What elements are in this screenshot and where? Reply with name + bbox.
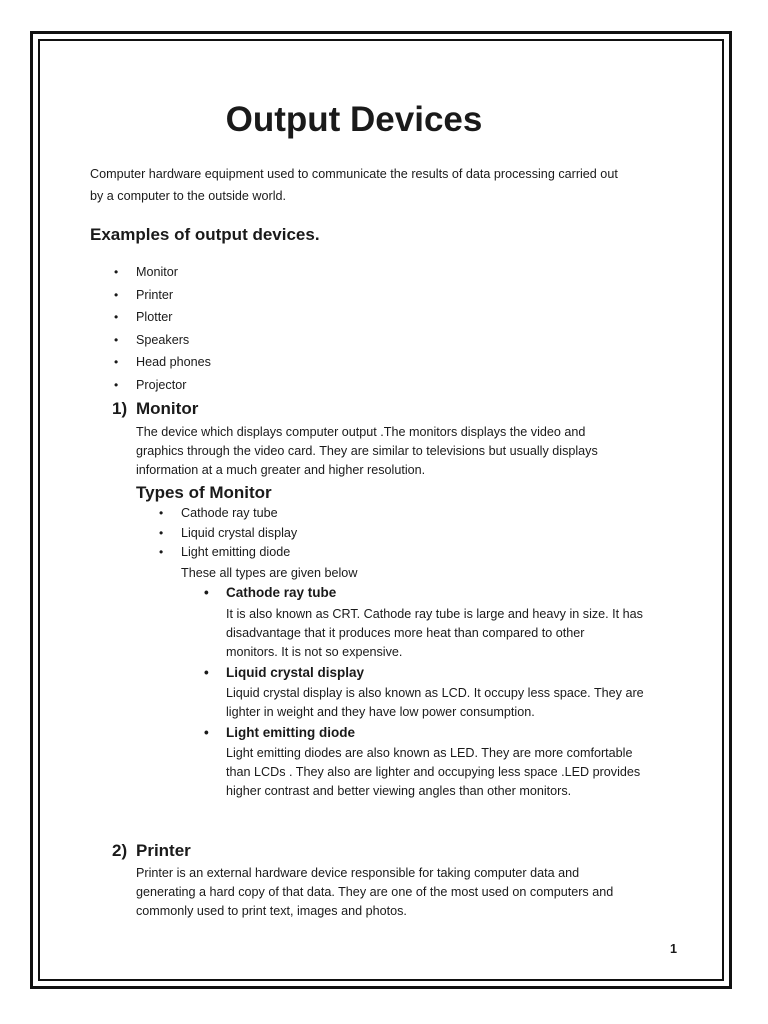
bullet-icon: • (159, 545, 164, 559)
intro-line-2: by a computer to the outside world. (90, 189, 287, 203)
lcd-line-1: Liquid crystal display is also known as LCD. It occupy less space. They are (226, 686, 644, 700)
bullet-icon: • (114, 287, 119, 302)
printer-paragraph-line-3: commonly used to print text, images and photos. (136, 904, 407, 918)
crt-line-1: It is also known as CRT. Cathode ray tube is large and heavy in size. It has (226, 607, 643, 621)
types-note: These all types are given below (181, 566, 358, 580)
bullet-icon: • (114, 377, 119, 392)
led-line-2: than LCDs . They also are lighter and occupying less space .LED provides (226, 765, 641, 779)
examples-heading: Examples of output devices. (90, 225, 320, 244)
page-number: 1 (670, 942, 678, 956)
bullet-icon: • (114, 355, 119, 369)
list-item: • Liquid crystal display (181, 524, 297, 544)
lcd-line-2: lighter in weight and they have low power consumption. (226, 705, 535, 719)
led-line-1: Light emitting diodes are also known as LED. They are more comfortable (226, 746, 633, 760)
monitor-types-list (159, 504, 298, 563)
monitor-paragraph-line-2: graphics through the video card. They are similar to televisions but usually displays (136, 444, 598, 458)
bullet-icon: • (159, 506, 164, 520)
bullet-icon: • (204, 585, 209, 600)
bullet-icon: • (114, 332, 119, 347)
bullet-icon: • (114, 310, 119, 324)
list-item: • Printer (136, 284, 211, 307)
examples-list (114, 261, 211, 396)
intro-line-1: Computer hardware equipment used to communicate the results of data processing carried out (90, 167, 618, 181)
bullet-icon: • (114, 265, 119, 279)
led-heading: • Light emitting diode (226, 723, 355, 743)
page-title: Output Devices (225, 100, 483, 139)
bullet-icon: • (204, 665, 209, 680)
list-item: • Speakers (136, 329, 211, 352)
list-item: • Light emitting diode (181, 543, 297, 563)
list-item: • Cathode ray tube (181, 504, 297, 524)
crt-line-2: disadvantage that it produces more heat than compared to other (226, 626, 585, 640)
monitor-paragraph-line-3: information at a much greater and higher resolution. (136, 463, 426, 477)
types-of-monitor-heading: Types of Monitor (136, 483, 272, 502)
monitor-heading: 1) Monitor (112, 399, 199, 418)
monitor-paragraph-line-1: The device which displays computer output .The monitors displays the video and (136, 425, 586, 439)
led-line-3: higher contrast and better viewing angles than other monitors. (226, 784, 572, 798)
printer-paragraph-line-1: Printer is an external hardware device responsible for taking computer data and (136, 866, 580, 880)
list-item: • Monitor (136, 261, 211, 284)
bullet-icon: • (159, 525, 164, 540)
list-item: • Projector (136, 374, 211, 397)
list-item: • Head phones (136, 351, 211, 374)
bullet-icon: • (204, 725, 209, 740)
crt-line-3: monitors. It is not so expensive. (226, 645, 403, 659)
crt-heading: • Cathode ray tube (226, 583, 336, 603)
lcd-heading: • Liquid crystal display (226, 663, 364, 683)
printer-heading: 2) Printer (112, 841, 191, 860)
list-item: • Plotter (136, 306, 211, 329)
printer-paragraph-line-2: generating a hard copy of that data. They are one of the most used on computers and (136, 885, 614, 899)
